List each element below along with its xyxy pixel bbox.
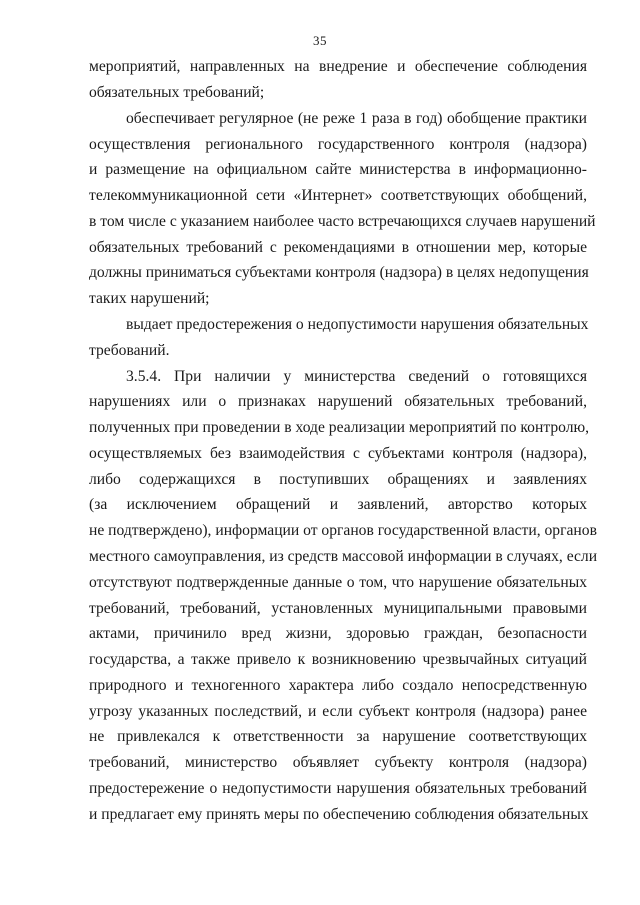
- text-line: и предлагает ему принять меры по обеспечению соблюдения обязательных: [89, 806, 589, 823]
- text-line: угрозу указанных последствий, и если субъект контроля (надзора) ранее: [89, 703, 587, 720]
- text-line: осуществляемых без взаимодействия с субъектами контроля (надзора),: [89, 445, 587, 462]
- text-line: обязательных требований с рекомендациями в отношении мер, которые: [89, 239, 587, 256]
- text-line: требований, требований, установленных муниципальными правовыми: [89, 600, 587, 617]
- text-line: обязательных требований;: [89, 84, 265, 101]
- text-line: государства, а также привело к возникновению чрезвычайных ситуаций: [89, 651, 587, 668]
- text-line: природного и техногенного характера либо создало непосредственную: [89, 677, 587, 694]
- text-line: осуществления регионального государственного контроля (надзора): [89, 136, 587, 153]
- text-line: не привлекался к ответственности за нарушение соответствующих: [89, 728, 587, 745]
- text-line: не подтверждено), информации от органов государственной власти, органов: [89, 522, 597, 539]
- text-line: полученных при проведении в ходе реализации мероприятий по контролю,: [89, 419, 590, 436]
- text-line: и размещение на официальном сайте министерства в информационно-: [89, 161, 587, 178]
- text-line: (за исключением обращений и заявлений, авторство которых: [89, 496, 587, 513]
- page-number: 35: [313, 33, 327, 48]
- text-line: либо содержащихся в поступивших обращениях и заявлениях: [89, 471, 587, 488]
- text-line: предостережение о недопустимости нарушения обязательных требований: [89, 780, 587, 797]
- text-line: 3.5.4. При наличии у министерства сведений о готовящихся: [126, 368, 587, 385]
- text-line: требований.: [89, 342, 170, 359]
- text-line: выдает предостережения о недопустимости нарушения обязательных: [126, 316, 589, 333]
- text-line: местного самоуправления, из средств массовой информации в случаях, если: [89, 548, 598, 565]
- text-line: в том числе с указанием наиболее часто встречающихся случаев нарушений: [89, 213, 596, 230]
- text-line: требований, министерство объявляет субъекту контроля (надзора): [89, 754, 587, 771]
- text-line: телекоммуникационной сети «Интернет» соответствующих обобщений,: [89, 187, 587, 204]
- text-line: отсутствуют подтвержденные данные о том, что нарушение обязательных: [89, 574, 587, 591]
- text-line: актами, причинило вред жизни, здоровью граждан, безопасности: [89, 625, 587, 642]
- text-line: должны приниматься субъектами контроля (надзора) в целях недопущения: [89, 264, 589, 281]
- text-line: обеспечивает регулярное (не реже 1 раза в год) обобщение практики: [126, 110, 587, 127]
- text-line: нарушениях или о признаках нарушений обязательных требований,: [89, 393, 587, 410]
- text-line: мероприятий, направленных на внедрение и обеспечение соблюдения: [89, 58, 587, 75]
- text-line: таких нарушений;: [89, 290, 210, 307]
